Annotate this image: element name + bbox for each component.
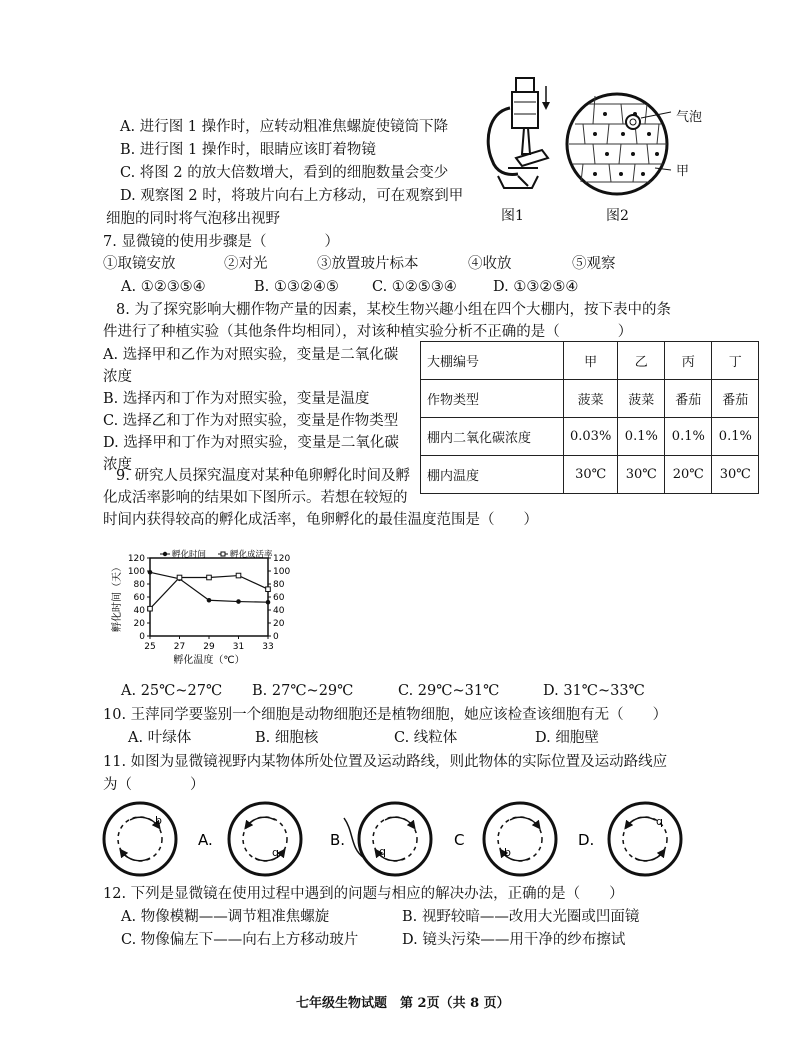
data-point [148, 570, 153, 575]
y-tick-label: 20 [133, 619, 145, 629]
q9-option-b: B. 27℃~29℃ [252, 683, 354, 699]
plot-frame [150, 558, 268, 636]
data-point [266, 600, 271, 605]
svg-text:q: q [272, 846, 279, 859]
y-tick-label: 80 [133, 580, 145, 590]
q6-option-b: B. 进行图 1 操作时，眼睛应该盯着物镜 [120, 142, 376, 158]
svg-text:q: q [379, 845, 386, 858]
data-point [207, 575, 212, 580]
q9-option-c: C. 29℃~31℃ [398, 683, 500, 699]
option-a-letter: A. [198, 831, 213, 849]
q8-option-a: A. 选择甲和乙作为对照实验，变量是二氧化碳 [103, 347, 399, 363]
svg-text:b: b [155, 814, 162, 827]
q9-stem-line3: 时间内获得较高的孵化成活率，龟卵孵化的最佳温度范围是（ ） [103, 512, 538, 528]
table-cell: 20℃ [665, 456, 712, 494]
q8-option-b: B. 选择丙和丁作为对照实验，变量是温度 [103, 391, 370, 407]
legend-label: 孵化时间 [172, 550, 207, 560]
option-d-field [609, 803, 681, 875]
y-tick-label: 0 [139, 632, 145, 642]
table-cell: 作物类型 [421, 380, 564, 418]
q9-stem-line2: 化成活率影响的结果如下图所示。若想在较短的 [103, 490, 408, 506]
table-row [421, 456, 759, 494]
table-header: 甲 [564, 342, 618, 380]
q7-option-d: D. ①③②⑤④ [493, 279, 579, 295]
q12-option-a: A. 物像模糊——调节粗准焦螺旋 [121, 909, 330, 925]
greenhouse-table [420, 341, 759, 494]
y-tick-label: 100 [127, 567, 145, 577]
table-cell: 0.1% [665, 418, 712, 456]
q7-stem: 7. 显微镜的使用步骤是（ ） [103, 234, 339, 250]
q9-stem-line1: 9. 研究人员探究温度对某种龟卵孵化时间及孵 [116, 468, 410, 484]
q10-option-a: A. 叶绿体 [128, 730, 192, 746]
q6-option-d-cont: 细胞的同时将气泡移出视野 [106, 211, 280, 227]
air-bubble [626, 115, 640, 129]
q10-stem: 10. 王萍同学要鉴别一个细胞是动物细胞还是植物细胞，她应该检查该细胞有无（ ） [103, 707, 668, 723]
q8-option-a-cont: 浓度 [103, 369, 132, 385]
q12-stem: 12. 下列是显微镜在使用过程中遇到的问题与相应的解决办法，正确的是（ ） [103, 886, 624, 902]
motion-path-figures [100, 798, 720, 882]
option-b-field [359, 803, 431, 875]
x-tick-label: 25 [144, 642, 156, 652]
q8-option-d-cont: 浓度 [103, 457, 132, 473]
q6-option-d: D. 观察图 2 时，将玻片向右上方移动，可在观察到甲 [120, 188, 464, 204]
table-cell: 番茄 [665, 380, 712, 418]
table-cell: 番茄 [712, 380, 759, 418]
q6-option-a: A. 进行图 1 操作时，应转动粗准焦螺旋使镜筒下降 [120, 119, 449, 135]
table-header: 丁 [712, 342, 759, 380]
fig1-caption: 图1 [501, 208, 524, 224]
table-header: 大棚编号 [421, 342, 564, 380]
y-axis-label: 孵化时间（天） [112, 562, 123, 632]
table-cell: 0.1% [712, 418, 759, 456]
legend-marker [221, 552, 225, 556]
page-footer: 七年级生物试题 第 2页（共 8 页） [296, 996, 510, 1011]
data-point [207, 598, 212, 603]
q7-step-2: ②对光 [224, 256, 268, 272]
option-a-field [229, 803, 301, 875]
q10-option-c: C. 线粒体 [394, 730, 458, 746]
y-tick-label: 60 [133, 593, 145, 603]
table-cell: 菠菜 [564, 380, 618, 418]
data-point [266, 587, 271, 592]
y-tick-label-right: 100 [273, 567, 291, 577]
table-row [421, 418, 759, 456]
q10-option-b: B. 细胞核 [255, 730, 319, 746]
option-c-field [484, 803, 556, 875]
option-d-letter: D. [578, 831, 595, 849]
x-tick-label: 29 [203, 642, 215, 652]
cell-jia-label: 甲 [676, 164, 690, 179]
q12-option-d: D. 镜头污染——用干净的纱布擦试 [402, 932, 626, 948]
q9-option-d: D. 31℃~33℃ [543, 683, 645, 699]
q11-stem-line2: 为（ ） [103, 777, 205, 793]
y-tick-label-right: 40 [273, 606, 285, 616]
series-line [150, 576, 268, 609]
y-tick-label-right: 120 [273, 554, 291, 564]
table-cell: 菠菜 [618, 380, 665, 418]
table-cell: 30℃ [712, 456, 759, 494]
y-tick-label-right: 60 [273, 593, 285, 603]
table-header: 丙 [665, 342, 712, 380]
bubble-label: 气泡 [676, 110, 703, 125]
hatching-chart [110, 546, 310, 670]
table-cell: 0.1% [618, 418, 665, 456]
x-tick-label: 33 [262, 642, 274, 652]
q7-step-5: ⑤观察 [572, 256, 616, 272]
data-point [148, 606, 153, 611]
q7-step-4: ④收放 [468, 256, 512, 272]
table-cell: 30℃ [564, 456, 618, 494]
table-cell: 棚内温度 [421, 456, 564, 494]
q7-option-c: C. ①②⑤③④ [372, 279, 457, 295]
svg-text:b: b [504, 846, 511, 859]
table-header-row [421, 342, 759, 380]
y-tick-label-right: 80 [273, 580, 285, 590]
legend-label: 孵化成活率 [230, 550, 273, 560]
q11-stem-line1: 11. 如图为显微镜视野内某物体所处位置及运动路线，则此物体的实际位置及运动路线应 [103, 754, 668, 770]
data-point [236, 599, 241, 604]
cell-view-figure [565, 90, 675, 202]
x-axis-label: 孵化温度（℃） [173, 655, 245, 666]
svg-text:q: q [656, 815, 663, 828]
table-row [421, 380, 759, 418]
q9-option-a: A. 25℃~27℃ [121, 683, 223, 699]
table-cell: 棚内二氧化碳浓度 [421, 418, 564, 456]
option-c-letter: C [454, 831, 465, 849]
q7-option-b: B. ①③②④⑤ [254, 279, 339, 295]
x-tick-label: 31 [232, 642, 245, 652]
q7-step-1: ①取镜安放 [103, 256, 176, 272]
table-cell: 30℃ [618, 456, 665, 494]
y-tick-label: 40 [133, 606, 145, 616]
y-tick-label-right: 0 [273, 632, 279, 642]
fig2-caption: 图2 [606, 208, 629, 224]
q7-option-a: A. ①②③⑤④ [121, 279, 206, 295]
original-field-of-view [104, 803, 176, 875]
q8-stem-line1: 8. 为了探究影响大棚作物产量的因素，某校生物兴趣小组在四个大棚内，按下表中的条 [116, 302, 671, 318]
q8-stem-line2: 件进行了种植实验（其他条件均相同），对该种植实验分析不正确的是（ ） [103, 324, 633, 340]
q10-option-d: D. 细胞壁 [535, 730, 599, 746]
q8-option-c: C. 选择乙和丁作为对照实验，变量是作物类型 [103, 413, 399, 429]
q7-step-3: ③放置玻片标本 [317, 256, 419, 272]
data-point [236, 573, 241, 578]
legend-marker [163, 552, 167, 556]
q12-option-c: C. 物像偏左下——向右上方移动玻片 [121, 932, 359, 948]
q12-option-b: B. 视野较暗——改用大光圈或凹面镜 [402, 909, 640, 925]
y-tick-label-right: 20 [273, 619, 285, 629]
data-point [177, 575, 182, 580]
q6-option-c: C. 将图 2 的放大倍数增大，看到的细胞数量会变少 [120, 165, 449, 181]
microscope-figure [478, 72, 558, 202]
option-b-letter: B. [330, 831, 346, 849]
table-header: 乙 [618, 342, 665, 380]
y-tick-label: 120 [127, 554, 145, 564]
table-cell: 0.03% [564, 418, 618, 456]
q8-option-d: D. 选择甲和丁作为对照实验，变量是二氧化碳 [103, 435, 399, 451]
x-tick-label: 27 [173, 642, 186, 652]
